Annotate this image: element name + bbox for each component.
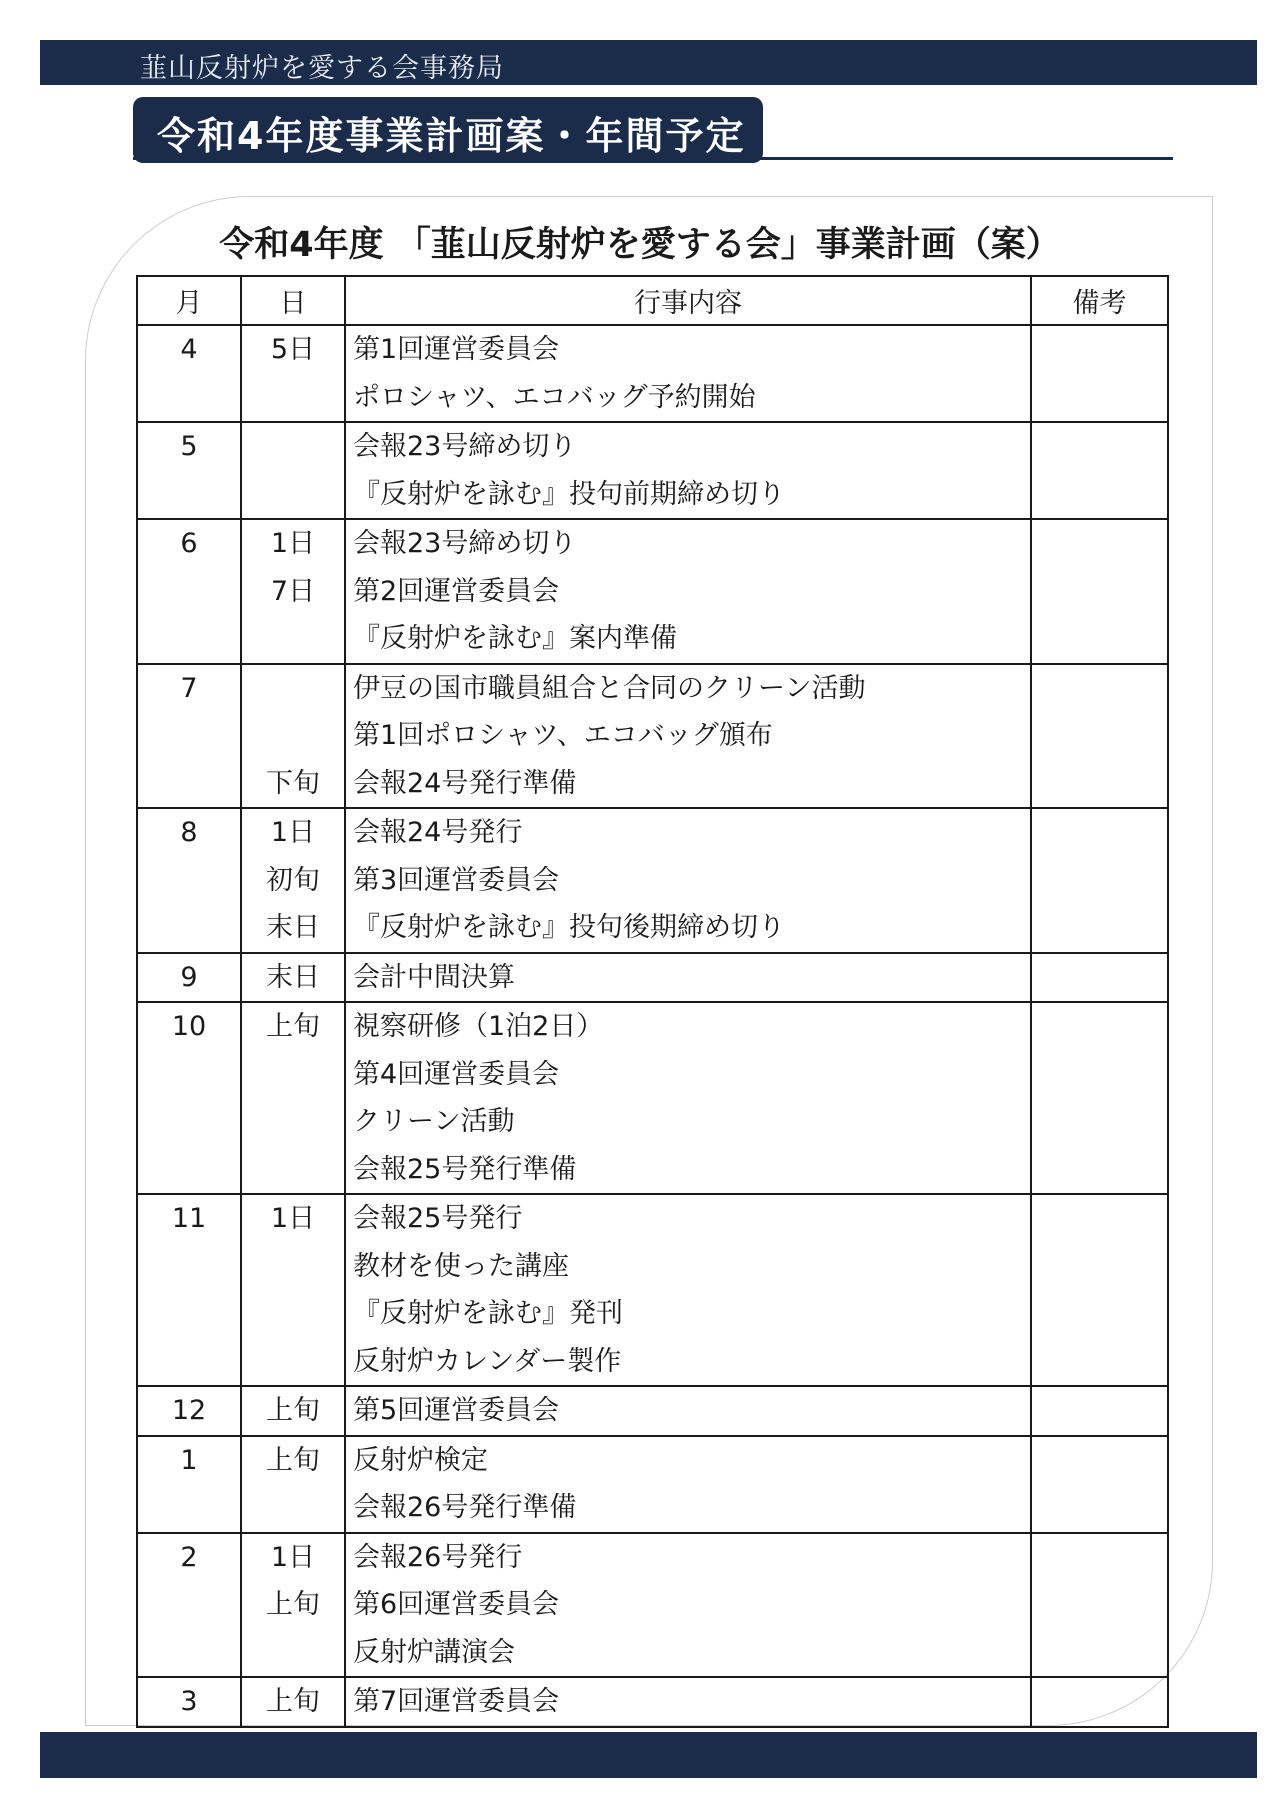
header-band [40, 40, 1257, 85]
month-cell [137, 1677, 241, 1727]
event-value: 『反射炉を詠む』案内準備 [353, 623, 677, 654]
footer-band [40, 1732, 1257, 1778]
day-cell [241, 1533, 345, 1678]
day-value [242, 1243, 344, 1291]
table-row [137, 1677, 1168, 1727]
event-value: 第2回運営委員会 [353, 575, 560, 607]
event-value: 反射炉講演会 [353, 1636, 515, 1668]
month-value: 12 [171, 1395, 207, 1426]
event-cell [345, 325, 1031, 422]
day-cell [241, 664, 345, 809]
day-value [242, 1098, 344, 1146]
table-row [137, 1002, 1168, 1194]
day-value: 下旬 [266, 767, 320, 799]
table-header-row [137, 276, 1168, 325]
note-cell [1031, 1386, 1168, 1436]
day-cell [241, 1194, 345, 1386]
day-value: 初旬 [266, 864, 320, 896]
month-cell [137, 519, 241, 664]
org-name: 韮山反射炉を愛する会事務局 [140, 53, 504, 84]
day-value [242, 665, 344, 713]
day-value: 5日 [270, 334, 316, 365]
day-cell [241, 422, 345, 519]
event-cell [345, 422, 1031, 519]
event-cell [345, 808, 1031, 953]
event-value: 反射炉検定 [353, 1444, 488, 1476]
month-cell [137, 1386, 241, 1436]
month-cell [137, 808, 241, 953]
event-value: 教材を使った講座 [353, 1250, 569, 1282]
note-cell [1031, 422, 1168, 519]
event-value: 会報25号発行 [353, 1203, 523, 1234]
event-cell [345, 519, 1031, 664]
event-value: 会報25号発行準備 [353, 1153, 577, 1185]
month-value: 1 [180, 1444, 198, 1476]
note-cell [1031, 1002, 1168, 1194]
event-value: ポロシャツ、エコバッグ予約開始 [353, 381, 756, 413]
table-row [137, 1436, 1168, 1533]
table-row [137, 664, 1168, 809]
event-value: 第6回運営委員会 [353, 1589, 560, 1620]
day-value: 上旬 [266, 1395, 320, 1426]
month-cell [137, 1436, 241, 1533]
day-value [242, 374, 344, 422]
day-value: 上旬 [266, 1444, 320, 1476]
month-value: 8 [180, 817, 198, 848]
day-cell [241, 1677, 345, 1727]
event-cell [345, 1194, 1031, 1386]
note-cell [1031, 1677, 1168, 1727]
day-value [242, 1338, 344, 1386]
schedule-table [136, 275, 1169, 1728]
month-value: 5 [180, 431, 198, 462]
table-row [137, 1386, 1168, 1436]
day-cell [241, 325, 345, 422]
day-value [242, 615, 344, 663]
day-cell [241, 1002, 345, 1194]
day-value: 1日 [270, 528, 316, 559]
day-value [242, 1629, 344, 1677]
day-value: 上旬 [266, 1011, 320, 1042]
event-cell [345, 1002, 1031, 1194]
event-value: 会計中間決算 [353, 961, 515, 993]
page-title-tab [133, 97, 763, 163]
day-value [242, 1051, 344, 1099]
header-month: 月 [137, 276, 241, 325]
table-body [137, 325, 1168, 1727]
table-row [137, 1533, 1168, 1678]
event-value: 第4回運営委員会 [353, 1058, 560, 1090]
month-value: 9 [180, 961, 198, 993]
event-value: 『反射炉を詠む』投句前期締め切り [353, 478, 785, 510]
note-cell [1031, 953, 1168, 1003]
note-cell [1031, 808, 1168, 953]
table-row [137, 422, 1168, 519]
day-value: 1日 [270, 1541, 316, 1573]
header-event: 行事内容 [345, 276, 1031, 325]
event-cell [345, 1386, 1031, 1436]
note-cell [1031, 519, 1168, 664]
table-row [137, 1194, 1168, 1386]
event-value: 『反射炉を詠む』発刊 [353, 1298, 623, 1329]
note-cell [1031, 1533, 1168, 1678]
day-value: 上旬 [266, 1589, 320, 1620]
month-value: 4 [180, 334, 198, 365]
month-cell [137, 1002, 241, 1194]
document-title: 令和4年度 「韮山反射炉を愛する会」事業計画（案） [219, 225, 1061, 265]
event-value: 会報23号締め切り [353, 431, 577, 462]
event-cell [345, 1533, 1031, 1678]
event-cell [345, 953, 1031, 1003]
page-title: 令和4年度事業計画案・年間予定 [157, 114, 746, 158]
event-value: 会報26号発行 [353, 1541, 523, 1573]
month-cell [137, 664, 241, 809]
event-value: 『反射炉を詠む』投句後期締め切り [353, 912, 785, 943]
event-value: 伊豆の国市職員組合と合同のクリーン活動 [353, 672, 866, 704]
table-row [137, 808, 1168, 953]
day-value: 末日 [266, 961, 320, 993]
day-value [242, 712, 344, 760]
day-value: 1日 [270, 817, 316, 848]
day-cell [241, 519, 345, 664]
day-value: 1日 [270, 1203, 316, 1234]
title-underline [133, 157, 1173, 160]
event-value: 会報23号締め切り [353, 528, 577, 559]
event-value: 会報24号発行準備 [353, 767, 577, 799]
day-cell [241, 953, 345, 1003]
month-cell [137, 325, 241, 422]
month-value: 10 [171, 1011, 207, 1042]
month-cell [137, 1194, 241, 1386]
month-cell [137, 953, 241, 1003]
day-value [242, 1146, 344, 1194]
day-value: 末日 [266, 912, 320, 943]
day-value: 7日 [270, 575, 316, 607]
day-value [242, 471, 344, 519]
event-value: 第5回運営委員会 [353, 1395, 560, 1426]
day-value [242, 423, 344, 471]
event-cell [345, 1677, 1031, 1727]
note-cell [1031, 325, 1168, 422]
event-cell [345, 664, 1031, 809]
day-value [242, 1484, 344, 1532]
event-value: 反射炉カレンダー製作 [353, 1345, 622, 1377]
day-cell [241, 1436, 345, 1533]
header-note: 備考 [1031, 276, 1168, 325]
note-cell [1031, 1194, 1168, 1386]
event-value: 第3回運営委員会 [353, 864, 560, 896]
month-cell [137, 1533, 241, 1678]
table-row [137, 519, 1168, 664]
month-value: 7 [180, 672, 198, 704]
event-value: クリーン活動 [353, 1106, 515, 1137]
event-value: 第1回運営委員会 [353, 334, 560, 365]
table-row [137, 953, 1168, 1003]
month-cell [137, 422, 241, 519]
note-cell [1031, 1436, 1168, 1533]
event-value: 会報26号発行準備 [353, 1492, 577, 1523]
day-value: 上旬 [266, 1686, 320, 1717]
header-day: 日 [241, 276, 345, 325]
day-value [242, 1290, 344, 1338]
event-value: 視察研修（1泊2日） [353, 1011, 604, 1042]
event-value: 会報24号発行 [353, 817, 523, 848]
month-value: 11 [171, 1203, 207, 1234]
month-value: 3 [180, 1686, 198, 1717]
event-value: 第7回運営委員会 [353, 1686, 560, 1717]
day-cell [241, 808, 345, 953]
event-value: 第1回ポロシャツ、エコバッグ頒布 [353, 720, 773, 751]
month-value: 2 [180, 1541, 198, 1573]
month-value: 6 [180, 528, 198, 559]
day-cell [241, 1386, 345, 1436]
event-cell [345, 1436, 1031, 1533]
note-cell [1031, 664, 1168, 809]
table-row [137, 325, 1168, 422]
